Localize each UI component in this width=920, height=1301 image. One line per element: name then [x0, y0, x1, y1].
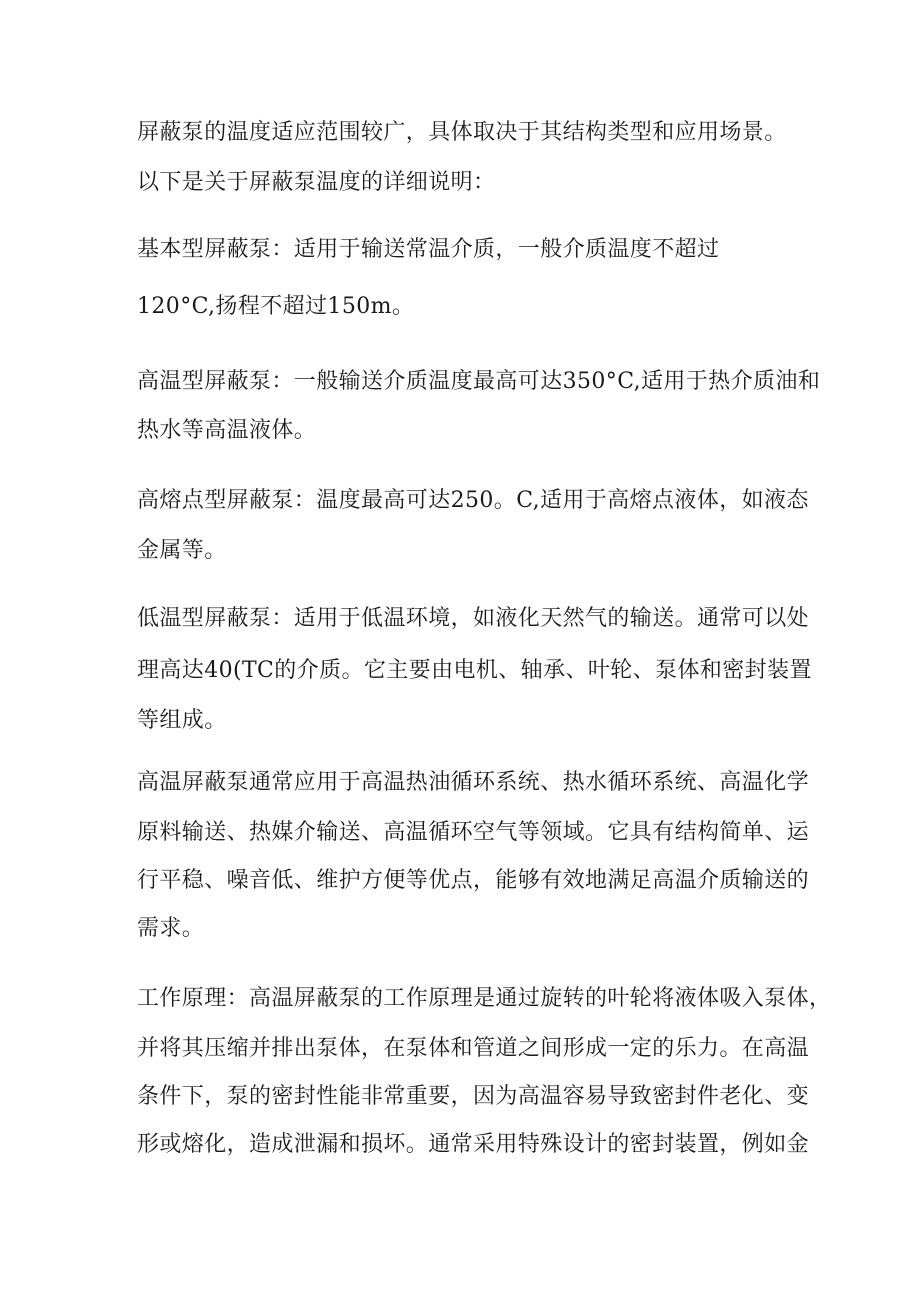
text-line-intro-2: 以下是关于屏蔽泵温度的详细说明： [137, 170, 496, 195]
text-line-principle-4: 形或熔化，造成泄漏和损坏。通常采用特殊设计的密封装置，例如金 [137, 1132, 810, 1157]
text-line-lowtemp-1: 低温型屏蔽泵：适用于低温环境，如液化天然气的输送。通常可以处 [137, 606, 810, 631]
text-line-application-2: 原料输送、热媒介输送、高温循环空气等领域。它具有结构简单、运 [137, 820, 810, 845]
text-line-application-1: 高温屏蔽泵通常应用于高温热油循环系统、热水循环系统、高温化学 [137, 770, 810, 795]
text-line-lowtemp-2: 理高达40(TC的介质。它主要由电机、轴承、叶轮、泵体和密封装置 [137, 658, 812, 683]
text-line-application-4: 需求。 [137, 916, 205, 941]
text-line-basic-1: 基本型屏蔽泵：适用于输送常温介质，一般介质温度不超过 [137, 237, 720, 262]
text-line-highmelt-1: 高熔点型屏蔽泵：温度最高可达250。C,适用于高熔点液体，如液态 [137, 488, 809, 513]
text-line-hightemp-2: 热水等高温液体。 [137, 418, 317, 443]
text-line-highmelt-2: 金属等。 [137, 538, 227, 563]
text-line-intro-1: 屏蔽泵的温度适应范围较广，具体取决于其结构类型和应用场景。 [137, 120, 787, 145]
text-line-principle-3: 条件下，泵的密封性能非常重要，因为高温容易导致密封件老化、变 [137, 1084, 810, 1109]
text-line-hightemp-1: 高温型屏蔽泵：一般输送介质温度最高可达350°C,适用于热介质油和 [137, 369, 821, 394]
text-line-principle-1: 工作原理：高温屏蔽泵的工作原理是通过旋转的叶轮将液体吸入泵体， [137, 986, 832, 1011]
text-line-basic-2: 120°C,扬程不超过150m。 [137, 294, 415, 319]
text-line-application-3: 行平稳、噪音低、维护方便等优点，能够有效地满足高温介质输送的 [137, 868, 810, 893]
text-line-lowtemp-3: 等组成。 [137, 708, 227, 733]
text-line-principle-2: 并将其压缩并排出泵体，在泵体和管道之间形成一定的乐力。在高温 [137, 1036, 810, 1061]
